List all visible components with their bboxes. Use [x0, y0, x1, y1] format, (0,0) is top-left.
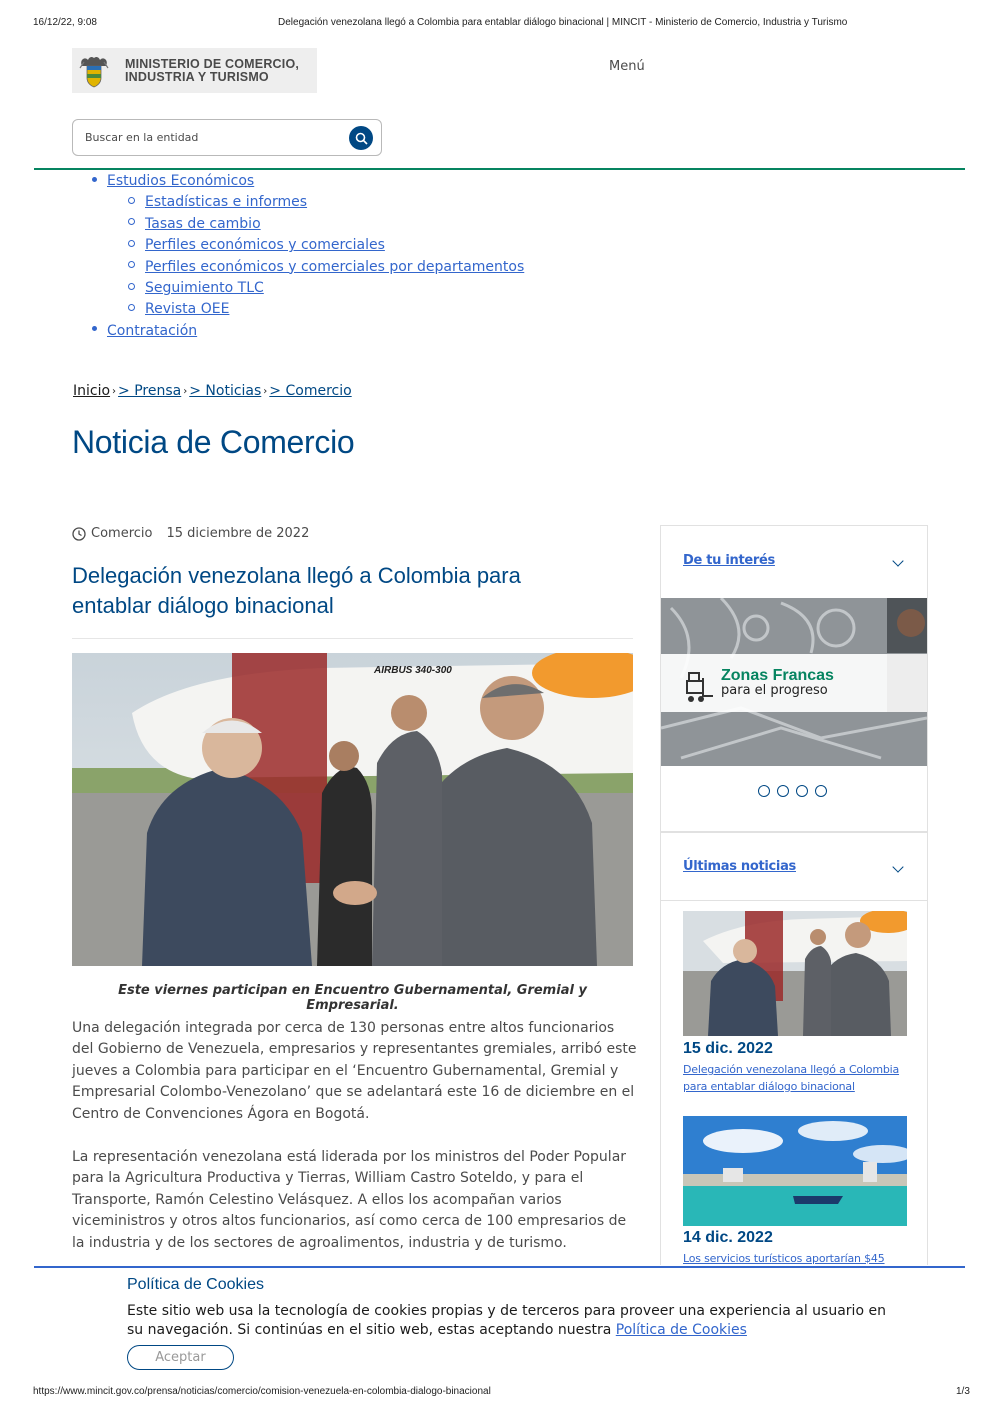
- coat-of-arms-icon: [72, 48, 116, 93]
- page-title: Noticia de Comercio: [72, 424, 355, 460]
- nav-subitem: [128, 192, 524, 213]
- article-paragraph: Una delegación integrada por cerca de 130 personas entre altos funcionarios del Gobierno de Venezuela, empresarios y representantes gremiales, arribó este jueves a Colombia para participar en el ‘Encuentro Gubernamental, Gremial y Empresarial Colombo-Venezolano’ que se adelantará este 16 de diciembre en el Centro de Convenciones Ágora en Bogotá.: [72, 1020, 637, 1122]
- breadcrumb-comercio[interactable]: > Comercio: [269, 383, 352, 399]
- breadcrumb-separator-icon: ›: [183, 385, 188, 397]
- print-datetime: 16/12/22, 9:08: [33, 17, 97, 28]
- bullet-ring-icon: [128, 304, 135, 311]
- print-url: https://www.mincit.gov.co/prensa/noticias/comercio/comision-venezuela-en-colombia-dialogo-binacional: [33, 1386, 491, 1397]
- news-date: 14 dic. 2022: [683, 1229, 773, 1246]
- chevron-down-icon[interactable]: [892, 861, 903, 872]
- interest-toggle[interactable]: De tu interés: [683, 553, 775, 568]
- cookie-policy-link[interactable]: Política de Cookies: [615, 1321, 747, 1338]
- cookie-text: [127, 1302, 887, 1339]
- bullet-ring-icon: [128, 218, 135, 225]
- bullet-ring-icon: [128, 261, 135, 268]
- chevron-down-icon[interactable]: [892, 555, 903, 566]
- search-icon: [355, 132, 368, 145]
- nav-subitem: [128, 235, 524, 256]
- breadcrumb-prensa[interactable]: > Prensa: [118, 383, 182, 399]
- nav-subitem: [128, 257, 524, 278]
- logo-line2: INDUSTRIA Y TURISMO: [125, 69, 269, 84]
- title-divider: [72, 638, 633, 639]
- nav-link-estudios[interactable]: Estudios Económicos: [107, 173, 255, 189]
- interest-card: [660, 525, 928, 833]
- ministry-logo[interactable]: [72, 48, 317, 93]
- news-link[interactable]: Los servicios turísticos aportarían $45: [683, 1252, 885, 1265]
- bullet-ring-icon: [128, 283, 135, 290]
- article-hero-image: [72, 653, 633, 966]
- clock-icon: [72, 527, 86, 541]
- cookie-message: Este sitio web usa la tecnología de cookies propias y de terceros para proveer una experiencia al usuario en su navegación. Si continúas en el sitio web, estas aceptando nuestra: [127, 1303, 886, 1338]
- image-caption: Este viernes participan en Encuentro Gubernamental, Gremial y Empresarial.: [118, 983, 587, 1013]
- search-button[interactable]: [349, 126, 373, 150]
- menu-button[interactable]: Menú: [609, 59, 645, 74]
- article-date: 15 diciembre de 2022: [166, 526, 310, 541]
- breadcrumb-separator-icon: ›: [263, 385, 268, 397]
- latest-news-toggle[interactable]: Últimas noticias: [683, 859, 796, 874]
- nav-subitem: [128, 214, 524, 235]
- card-divider: [661, 900, 927, 901]
- logo-line1: MINISTERIO DE COMERCIO,: [125, 56, 300, 71]
- nav-link-sub[interactable]: Perfiles económicos y comerciales: [145, 237, 385, 254]
- bullet-icon: [92, 326, 97, 331]
- carousel-dot[interactable]: [796, 785, 808, 797]
- nav-link-sub[interactable]: Seguimiento TLC: [145, 280, 264, 297]
- article-title: Delegación venezolana llegó a Colombia para entablar diálogo binacional: [72, 563, 521, 618]
- breadcrumb-noticias[interactable]: > Noticias: [189, 383, 262, 399]
- bullet-ring-icon: [128, 240, 135, 247]
- nav-subitem: [128, 278, 524, 299]
- header-divider: [34, 168, 965, 170]
- news-link[interactable]: Delegación venezolana llegó a Colombia para entablar diálogo binacional: [683, 1063, 900, 1093]
- news-date: 15 dic. 2022: [683, 1040, 773, 1057]
- nav-link-sub[interactable]: Perfiles económicos y comerciales por departamentos: [145, 258, 525, 275]
- nav-subitem: [128, 299, 524, 320]
- bullet-icon: [92, 177, 97, 182]
- bullet-ring-icon: [128, 197, 135, 204]
- nav-item: [92, 321, 524, 342]
- banner-title: Zonas Francas: [721, 667, 834, 684]
- nav-link-sub[interactable]: Tasas de cambio: [145, 215, 261, 232]
- carousel-dots: [758, 785, 827, 797]
- plane-livery-text: AIRBUS 340-300: [374, 665, 452, 676]
- nav-link-sub[interactable]: Estadísticas e informes: [145, 194, 308, 211]
- carousel-dot[interactable]: [777, 785, 789, 797]
- search-box: [72, 119, 382, 156]
- nav-link-sub[interactable]: Revista OEE: [145, 301, 230, 318]
- nav-tree: [92, 171, 524, 342]
- carousel-dot[interactable]: [815, 785, 827, 797]
- print-page-number: 1/3: [956, 1386, 970, 1397]
- nav-link-contratacion[interactable]: Contratación: [107, 322, 198, 339]
- cookie-title: Política de Cookies: [127, 1276, 264, 1293]
- article-meta: [72, 526, 309, 541]
- nav-item: [92, 171, 524, 321]
- nav-sublist: [92, 192, 524, 320]
- article-category[interactable]: Comercio: [91, 526, 153, 541]
- breadcrumb-separator-icon: ›: [112, 385, 117, 397]
- breadcrumb-home[interactable]: Inicio: [73, 383, 111, 399]
- news-thumbnail[interactable]: [683, 911, 907, 1036]
- search-input[interactable]: [83, 130, 337, 145]
- print-doc-title: Delegación venezolana llegó a Colombia para entablar diálogo binacional | MINCIT - Ministerio de Comercio, Industria y Turismo: [278, 17, 848, 28]
- accept-cookies-button[interactable]: Aceptar: [127, 1345, 234, 1370]
- interest-banner[interactable]: [661, 598, 927, 766]
- news-thumbnail[interactable]: [683, 1116, 907, 1226]
- article-paragraph: La representación venezolana está liderada por los ministros del Poder Popular para la Agricultura Productiva y Tierras, William Castro Soteldo, y para el Transporte, Ramón Celestino Velásquez. A ellos los acompañan varios viceministros y otros altos funcionarios, así como cerca de 100 empresarios de la industria y de los sectores de agroalimentos, industria y de turismo.: [72, 1149, 627, 1251]
- banner-subtitle: para el progreso: [721, 683, 828, 698]
- carousel-dot[interactable]: [758, 785, 770, 797]
- latest-news-card: [660, 831, 928, 1265]
- breadcrumb: [73, 383, 352, 399]
